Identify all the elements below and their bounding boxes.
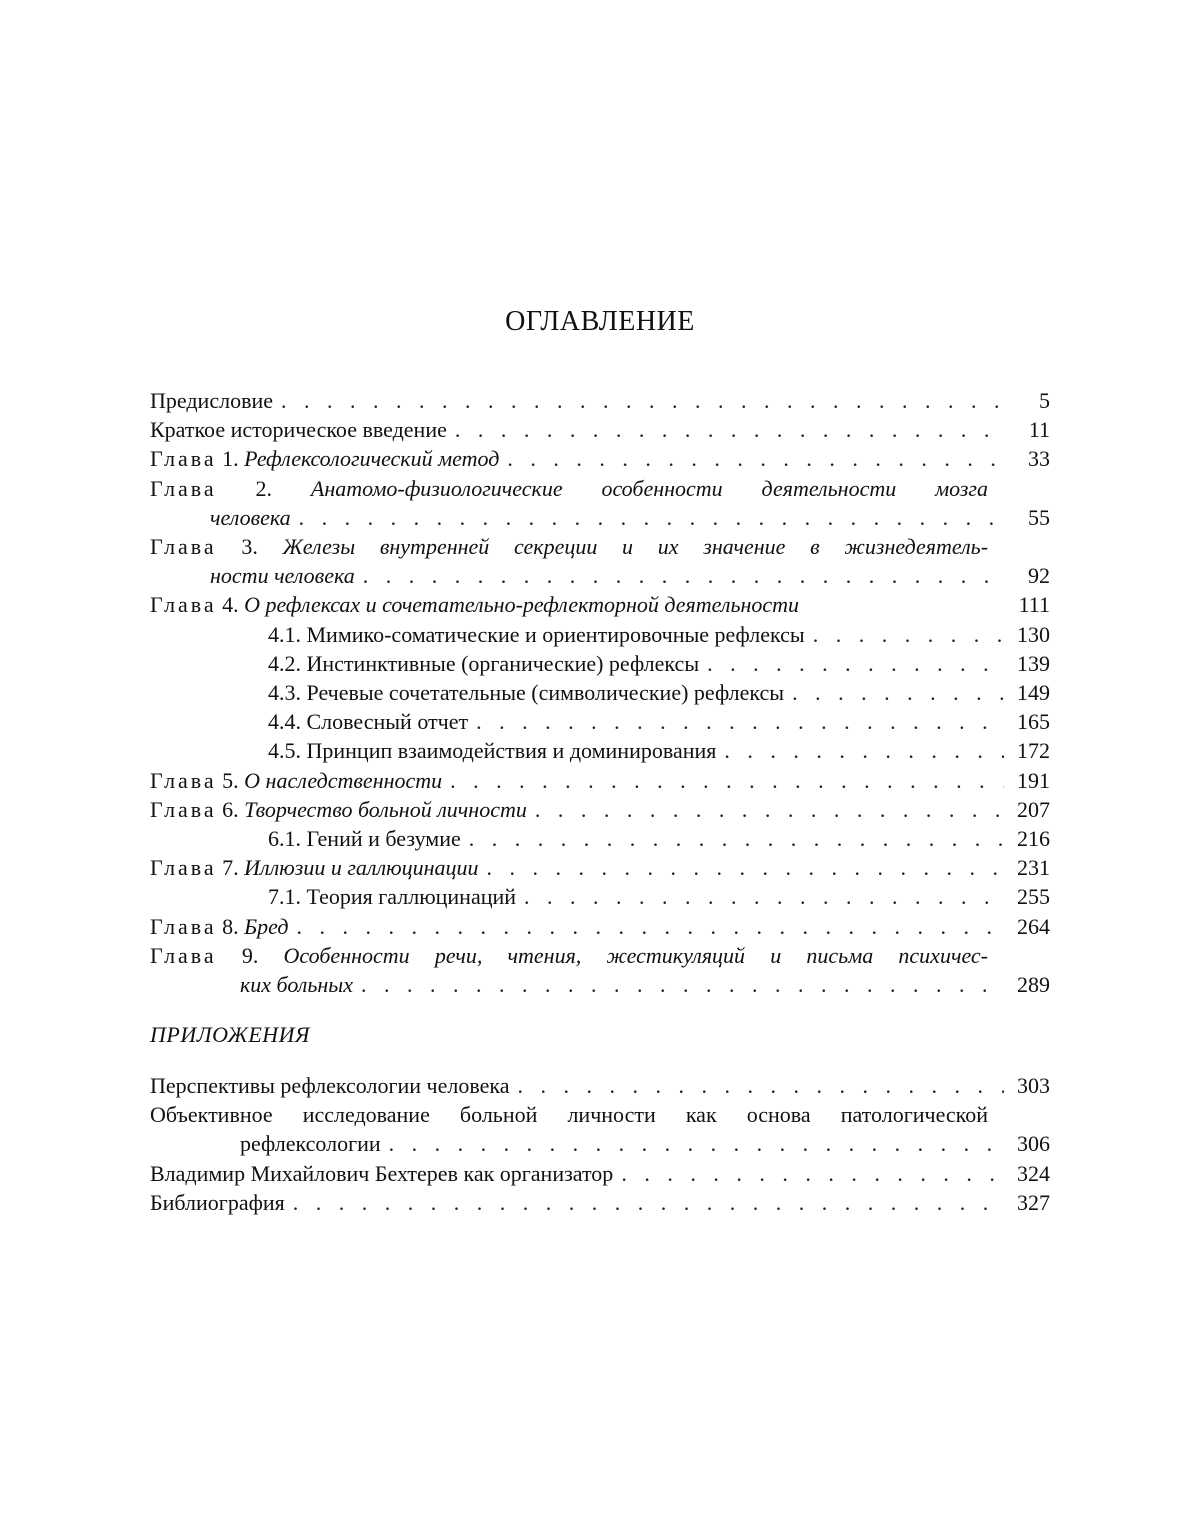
chapter-title: Творчество больной личности — [244, 796, 527, 822]
chapter-title-line-1: Анатомо-физиологические особенности деятельности мозга — [310, 475, 989, 501]
toc-entry-title: Владимир Михайлович Бехтерев как организатор — [150, 1160, 614, 1186]
chapter-number: 7. — [222, 855, 239, 881]
chapter-title: О рефлексах и сочетательно-рефлекторной деятельности — [244, 592, 800, 618]
toc-entry-title-line-2: рефлексологии — [240, 1131, 381, 1157]
chapter-title: Рефлексологический метод — [244, 446, 500, 472]
toc-page-number: 324 — [1017, 1160, 1050, 1186]
toc-entry-title: Библиография — [150, 1189, 285, 1215]
dot-leader — [518, 1071, 1004, 1100]
section-title: 4.3. Речевые сочетательные (символические) рефлексы — [268, 680, 785, 706]
toc-entry-section-4-5[interactable] — [150, 736, 1050, 765]
toc-page-number: 264 — [1017, 913, 1050, 939]
chapter-label: Глава — [150, 796, 217, 822]
section-title: 4.1. Мимико-соматические и ориентировочные рефлексы — [268, 621, 805, 647]
toc-page-number: 165 — [1017, 709, 1050, 735]
chapter-line-2 — [150, 503, 1050, 532]
chapter-number: 9. — [241, 942, 259, 968]
table-of-contents — [150, 386, 1050, 999]
toc-page-number: 216 — [1017, 826, 1050, 852]
appendix-contents — [150, 1071, 1050, 1217]
chapter-title: Иллюзии и галлюцинации — [244, 855, 479, 881]
toc-page-number: 306 — [1017, 1131, 1050, 1157]
appendix-heading: ПРИЛОЖЕНИЯ — [150, 1022, 310, 1047]
dot-leader — [281, 386, 1004, 415]
dot-leader — [476, 707, 1004, 736]
toc-entry-chapter-8[interactable] — [150, 912, 1050, 941]
chapter-number: 6. — [222, 796, 239, 822]
page-title: ОГЛАВЛЕНИЕ — [505, 306, 695, 337]
toc-page-number: 231 — [1017, 855, 1050, 881]
chapter-title-line-2: ности человека — [210, 563, 355, 589]
dot-leader — [792, 678, 1004, 707]
toc-page-number: 172 — [1017, 738, 1050, 764]
chapter-line-2 — [150, 561, 1050, 590]
toc-entry-appendix-3[interactable] — [150, 1159, 1050, 1188]
chapter-label: Глава — [150, 534, 217, 560]
dot-leader — [707, 649, 1004, 678]
dot-leader — [621, 1159, 1004, 1188]
toc-entry-preface[interactable] — [150, 386, 1050, 415]
dot-leader — [297, 912, 1005, 941]
toc-entry-title: Предисловие — [150, 388, 273, 413]
chapter-title-line-2: человека — [210, 504, 291, 530]
section-title: 4.2. Инстинктивные (органические) рефлексы — [268, 650, 700, 676]
dot-leader — [535, 795, 1004, 824]
toc-entry-section-4-3[interactable] — [150, 678, 1050, 707]
toc-page-number: 289 — [1017, 972, 1050, 998]
dot-leader — [361, 970, 1004, 999]
toc-entry-section-4-4[interactable] — [150, 707, 1050, 736]
toc-entry-chapter-1[interactable] — [150, 444, 1050, 473]
chapter-number: 5. — [222, 767, 239, 793]
chapter-number: 8. — [222, 913, 239, 939]
toc-page-number: 327 — [1017, 1189, 1050, 1215]
chapter-line-1 — [150, 532, 988, 561]
dot-leader — [389, 1129, 1004, 1158]
chapter-line-1 — [150, 941, 988, 970]
toc-entry-chapter-9[interactable] — [150, 941, 1050, 999]
dot-leader — [487, 853, 1004, 882]
chapter-number: 3. — [241, 534, 258, 560]
chapter-title: О наследственности — [244, 767, 443, 793]
toc-page-number: 55 — [1028, 504, 1050, 530]
dot-leader — [724, 736, 1004, 765]
toc-entry-appendix-1[interactable] — [150, 1071, 1050, 1100]
entry-line-1: Объективное исследование больной личности как основа патологической — [150, 1102, 988, 1128]
chapter-line-1 — [150, 474, 988, 503]
toc-page-number: 33 — [1028, 446, 1050, 472]
toc-page-number: 11 — [1028, 417, 1050, 443]
chapter-label: Глава — [150, 855, 217, 881]
toc-entry-title: Краткое историческое введение — [150, 417, 447, 443]
toc-entry-section-4-1[interactable] — [150, 620, 1050, 649]
toc-entry-section-4-2[interactable] — [150, 649, 1050, 678]
chapter-label: Глава — [150, 592, 217, 618]
chapter-title-line-1: Особенности речи, чтения, жестикуляций и письма психичес- — [283, 942, 989, 968]
toc-entry-section-6-1[interactable] — [150, 824, 1050, 853]
chapter-number: 1. — [222, 446, 239, 472]
toc-page-number: 255 — [1017, 884, 1050, 910]
toc-page-number: 139 — [1017, 650, 1050, 676]
section-title: 4.5. Принцип взаимодействия и доминирования — [268, 738, 717, 764]
chapter-label: Глава — [150, 767, 217, 793]
dot-leader — [469, 824, 1004, 853]
toc-page-number: 92 — [1028, 563, 1050, 589]
toc-entry-appendix-2[interactable] — [150, 1100, 1050, 1158]
dot-leader — [293, 1188, 1004, 1217]
toc-entry-chapter-4[interactable] — [150, 590, 1050, 619]
toc-entry-title: Перспективы рефлексологии человека — [150, 1073, 510, 1098]
chapter-label: Глава — [150, 446, 217, 472]
chapter-title-line-2: ких больных — [240, 972, 353, 998]
toc-page-number: 303 — [1017, 1073, 1050, 1098]
toc-entry-chapter-5[interactable] — [150, 766, 1050, 795]
toc-entry-chapter-7[interactable] — [150, 853, 1050, 882]
section-title: 4.4. Словесный отчет — [268, 709, 469, 735]
dot-leader — [524, 882, 1004, 911]
dot-leader — [455, 415, 1004, 444]
dot-leader — [299, 503, 1004, 532]
toc-page-number: 149 — [1017, 680, 1050, 706]
chapter-line-2 — [150, 970, 1050, 999]
chapter-title-line-1: Железы внутренней секреции и их значение в жизнедеятель- — [282, 534, 989, 560]
toc-entry-chapter-6[interactable] — [150, 795, 1050, 824]
chapter-label: Глава — [150, 942, 217, 968]
dot-leader — [507, 444, 1004, 473]
chapter-label: Глава — [150, 475, 217, 501]
chapter-number: 2. — [255, 475, 273, 501]
toc-page-number: 111 — [1018, 592, 1050, 618]
entry-line-2 — [150, 1129, 1050, 1158]
chapter-label: Глава — [150, 913, 217, 939]
toc-page-number: 207 — [1017, 796, 1050, 822]
toc-page-number: 191 — [1017, 767, 1050, 793]
chapter-number: 4. — [222, 592, 239, 618]
chapter-title: Бред — [244, 913, 289, 939]
dot-leader — [450, 766, 1004, 795]
section-title: 7.1. Теория галлюцинаций — [268, 884, 517, 910]
dot-leader — [813, 620, 1004, 649]
toc-entry-chapter-2[interactable] — [150, 474, 1050, 532]
toc-entry-intro[interactable] — [150, 415, 1050, 444]
toc-page-number: 5 — [1039, 388, 1050, 413]
toc-page-number: 130 — [1017, 621, 1050, 647]
toc-entry-section-7-1[interactable] — [150, 882, 1050, 911]
toc-entry-chapter-3[interactable] — [150, 532, 1050, 590]
section-title: 6.1. Гений и безумие — [268, 826, 461, 852]
toc-entry-appendix-4[interactable] — [150, 1188, 1050, 1217]
dot-leader — [363, 561, 1004, 590]
